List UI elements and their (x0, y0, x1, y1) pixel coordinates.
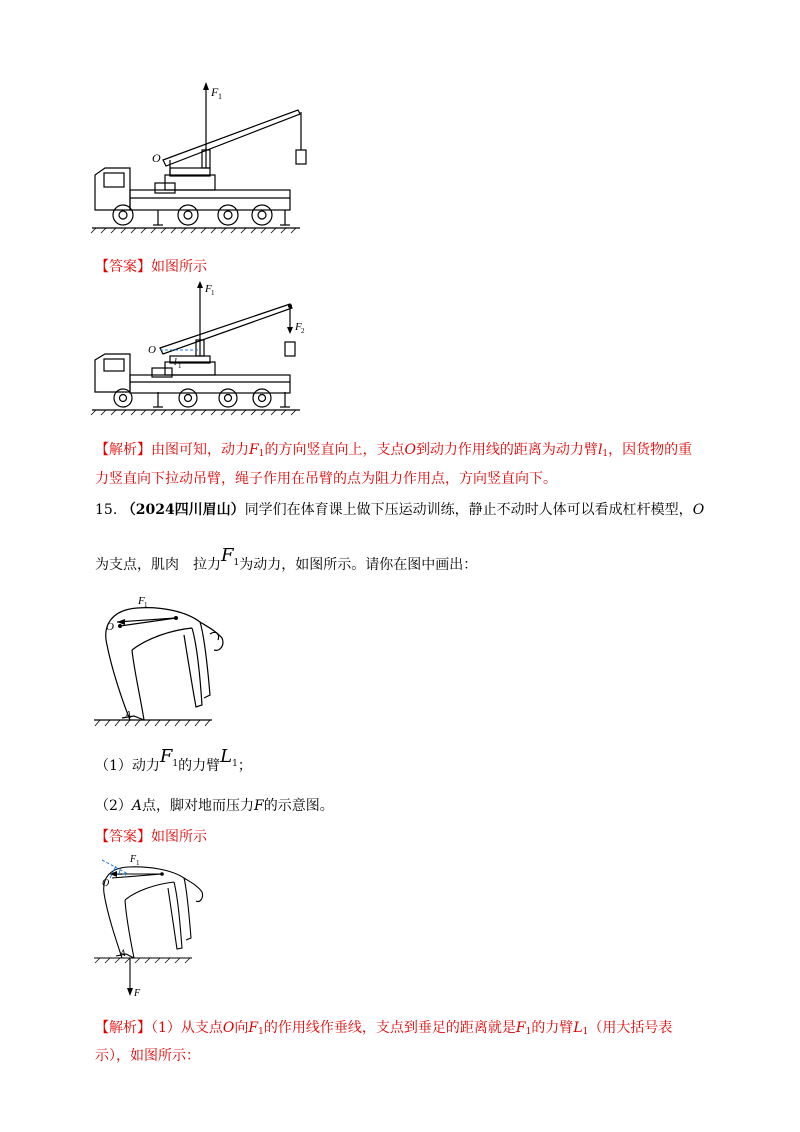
answer-2: 【答案】如图所示 (95, 829, 207, 845)
svg-text:1: 1 (124, 873, 127, 879)
question-source: （2024四川眉山） (121, 502, 245, 518)
pivot-o-label: O (152, 151, 161, 165)
point-a-label: A (120, 948, 126, 958)
bending-person-answer-figure (92, 848, 222, 998)
svg-text:1: 1 (136, 859, 140, 867)
item-2: （2）A点，脚对地而压力F的示意图。 (95, 798, 334, 814)
svg-text:1: 1 (178, 362, 182, 370)
svg-text:1: 1 (211, 289, 215, 297)
l1-label: L (118, 867, 124, 877)
pivot-o-label: O (148, 344, 156, 356)
analysis-2-line2: 示），如图所示： (95, 1048, 200, 1064)
force-f-label: F (134, 988, 141, 998)
crane-truck-answer-figure (90, 280, 330, 420)
analysis-1-line2: 力竖直向下拉动吊臂，绳子作用在吊臂的点为阻力作用点，方向竖直向下。 (95, 471, 557, 487)
svg-text:2: 2 (301, 327, 305, 335)
point-a-label: A (125, 710, 132, 721)
l1-label: l (174, 357, 177, 368)
pivot-o-label: O (106, 621, 114, 633)
analysis-bracket: 【解析】 (95, 442, 151, 458)
answer-1: 【答案】如图所示 (95, 259, 207, 275)
bending-person-figure (92, 590, 232, 735)
svg-text:1: 1 (144, 601, 148, 609)
f1-label: F (138, 595, 145, 607)
f1-label: F (130, 854, 137, 865)
f1-label: F (205, 283, 212, 295)
analysis-1-line1: 【解析】由图可知，动力$F_1$的方向竖直向上，支点O到动力作用线的距离为动力臂$l_1$，因货物的重 (95, 442, 693, 459)
pivot-o-label: O (102, 878, 110, 889)
svg-text:1: 1 (218, 92, 222, 101)
item-1: （1）动力$F^1$的力臂$L^1$； (95, 746, 252, 774)
f2-label: F (295, 321, 302, 333)
answer-bracket: 【答案】 (95, 829, 151, 845)
f1-label: F (211, 85, 219, 99)
question-15-line1: 15. （2024四川眉山）同学们在体育课上做下压运动训练，静止不动时人体可以看成杠杆模型，O (95, 502, 705, 518)
analysis-2-line1: 【解析】（1）从支点O向$F_1$的作用线作垂线，支点到垂足的距离就是$F_1$的力臂$L_1$（用大括号表 (95, 1020, 673, 1037)
question-number: 15. (95, 502, 118, 518)
crane-truck-figure (90, 80, 330, 235)
question-15-line2: 为支点，肌肉 拉力$F^1$为动力，如图所示。请你在图中画出： (95, 545, 478, 573)
answer-bracket: 【答案】 (95, 259, 151, 275)
analysis-bracket: 【解析】 (95, 1020, 151, 1036)
